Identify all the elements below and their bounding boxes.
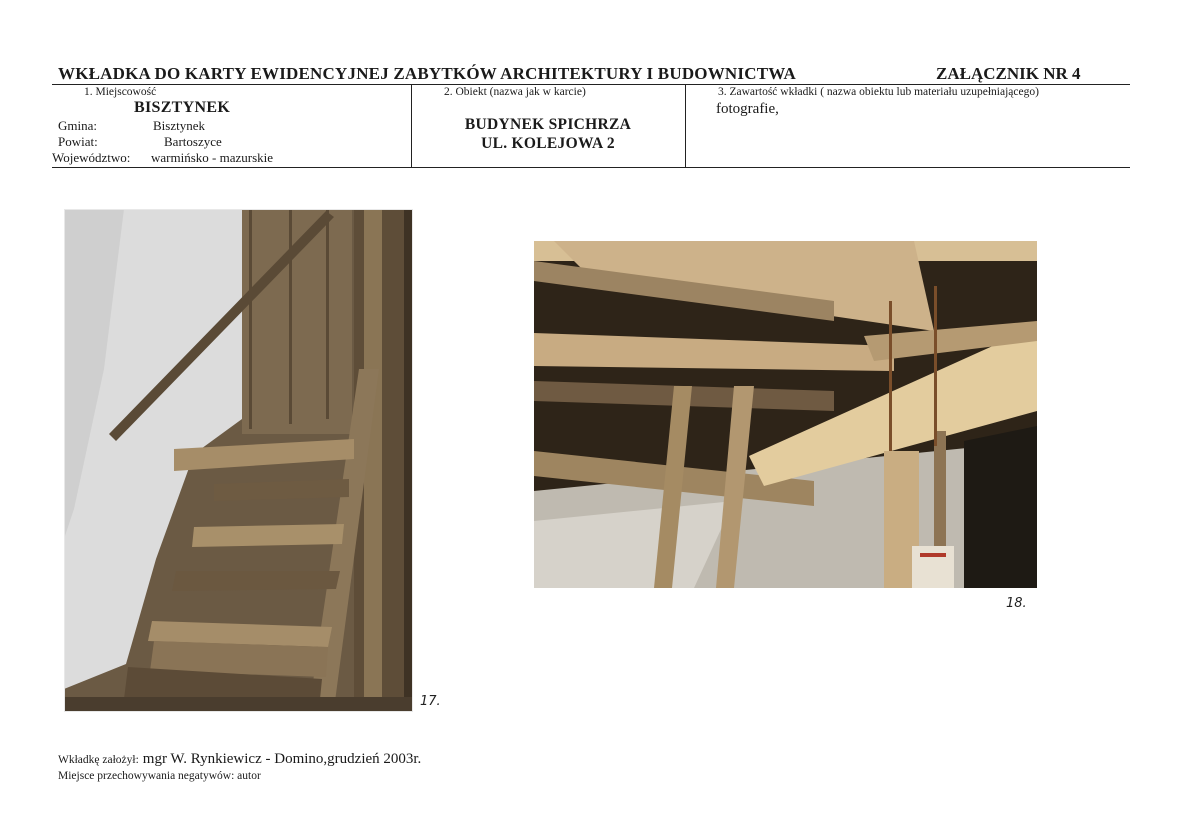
gmina-label: Gmina: [58, 118, 97, 133]
powiat-label: Powiat: [58, 134, 98, 149]
negatives-location: Miejsce przechowywania negatywów: autor [58, 770, 261, 782]
staircase-illustration [64, 209, 413, 712]
gmina-value: Bisztynek [153, 118, 205, 133]
powiat-value: Bartoszyce [164, 134, 222, 149]
roof-truss-illustration [534, 241, 1037, 588]
annex-number: ZAŁĄCZNIK NR 4 [936, 64, 1081, 83]
wojewodztwo-label: Województwo: [52, 150, 131, 165]
contents-label: 3. Zawartość wkładki ( nazwa obiektu lub materiału uzupełniającego) [718, 86, 1039, 98]
object-label: 2. Obiekt (nazwa jak w karcie) [444, 86, 586, 98]
contents-value: fotografie, [716, 101, 779, 117]
header-bottom-rule [52, 167, 1130, 168]
object-name-line1: BUDYNEK SPICHRZA [464, 116, 632, 133]
author-line [58, 750, 421, 768]
photo-roof-truss [534, 241, 1037, 588]
author-label: Wkładkę założył: [58, 754, 139, 766]
photo-number-18: 18. [1006, 596, 1027, 611]
photo-staircase [64, 209, 413, 712]
locality-name: BISZTYNEK [134, 99, 231, 116]
locality-label: 1. Miejscowość [84, 86, 157, 98]
wojewodztwo-value: warmińsko - mazurskie [151, 150, 274, 165]
header-top-rule [52, 84, 1130, 85]
document-title: WKŁADKA DO KARTY EWIDENCYJNEJ ZABYTKÓW ARCHITEKTURY I BUDOWNICTWA [58, 64, 797, 83]
header-divider-2 [685, 84, 686, 167]
object-name-line2: UL. KOLEJOWA 2 [481, 135, 615, 152]
author-value: mgr W. Rynkiewicz - Domino,grudzień 2003r. [142, 751, 422, 767]
photo-number-17: 17. [420, 694, 441, 709]
